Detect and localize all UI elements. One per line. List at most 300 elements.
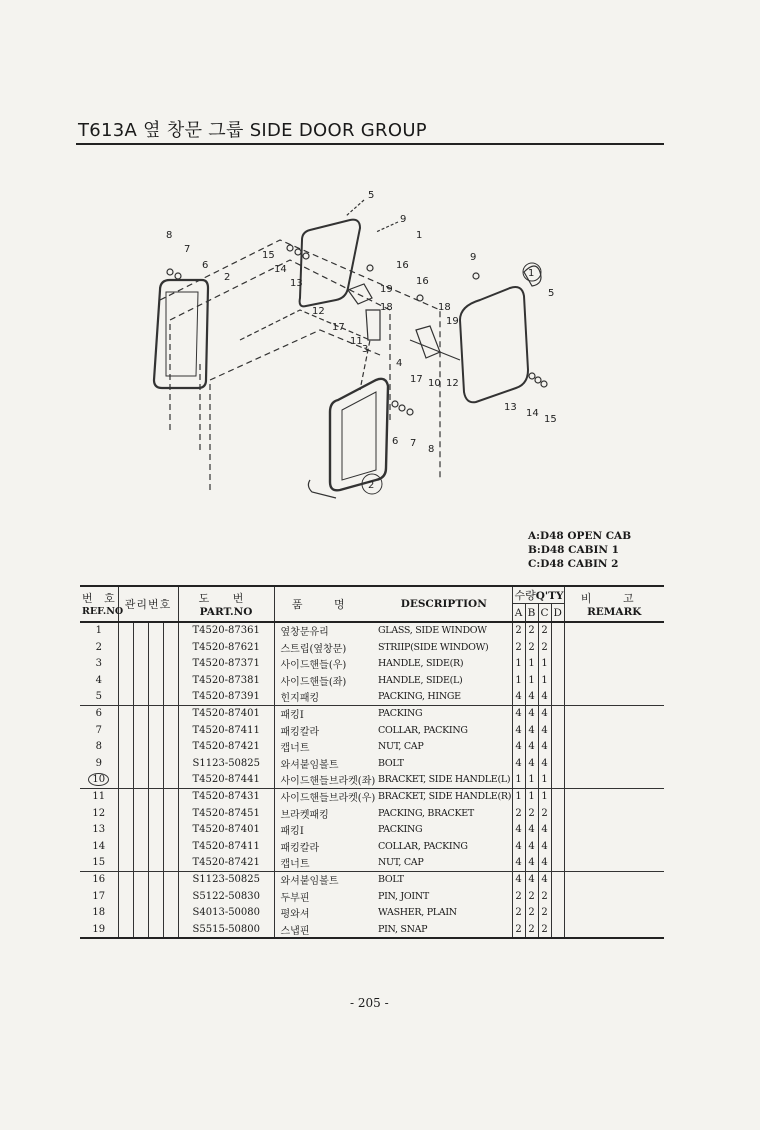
ref-no-cell: 8 <box>95 741 102 753</box>
qty-b-cell: 4 <box>525 755 538 771</box>
mgmt-cell <box>163 921 178 938</box>
mgmt-cell <box>133 805 148 821</box>
mgmt-cell <box>118 904 133 920</box>
qty-c-cell: 2 <box>538 888 551 904</box>
callout-label: 1 <box>416 230 423 241</box>
ref-no-cell: 11 <box>92 791 106 803</box>
qty-a-cell: 4 <box>512 854 525 871</box>
part-no-cell: T4520-87371 <box>178 656 274 672</box>
mgmt-cell <box>118 722 133 738</box>
qty-col-c: C <box>538 604 551 622</box>
mgmt-cell <box>163 688 178 705</box>
part-no-cell: T4520-87391 <box>178 688 274 705</box>
description-cell: BRACKET, SIDE HANDLE(R) <box>378 791 512 803</box>
callout-label: 15 <box>262 250 275 261</box>
ref-no-cell: 3 <box>95 658 102 670</box>
qty-c-cell: 1 <box>538 788 551 805</box>
qty-b-cell: 1 <box>525 656 538 672</box>
part-no-cell: T4520-87381 <box>178 672 274 688</box>
qty-d-cell <box>551 705 564 722</box>
qty-b-cell: 2 <box>525 888 538 904</box>
mgmt-cell <box>148 722 163 738</box>
callout-label: 12 <box>312 306 325 317</box>
qty-a-cell: 2 <box>512 888 525 904</box>
callout-label: 13 <box>504 402 517 413</box>
description-cell: PACKING, HINGE <box>376 688 512 705</box>
callout-label: 1 <box>528 268 535 279</box>
mgmt-cell <box>163 771 178 788</box>
description-cell: HANDLE, SIDE(L) <box>378 674 463 686</box>
qty-b-cell: 4 <box>525 705 538 722</box>
qty-a-cell: 4 <box>512 722 525 738</box>
part-no-cell: T4520-87411 <box>178 722 274 738</box>
mgmt-cell <box>148 639 163 655</box>
qty-col-a: A <box>512 604 525 622</box>
mgmt-cell <box>163 755 178 771</box>
mgmt-cell <box>118 688 133 705</box>
mgmt-cell <box>133 788 148 805</box>
qty-c-cell: 4 <box>538 722 551 738</box>
remark-cell <box>564 705 664 722</box>
legend-item: A:D48 OPEN CAB <box>528 530 632 542</box>
mgmt-header: 관리번호 <box>124 597 172 611</box>
qty-c-cell: 2 <box>538 622 551 639</box>
title-rule <box>76 143 664 145</box>
ref-no-circled: 10 <box>88 773 109 786</box>
callout-label: 10 <box>428 378 441 389</box>
mgmt-cell <box>118 921 133 938</box>
callout-label: 2 <box>368 480 375 491</box>
description-cell: COLLAR, PACKING <box>378 724 468 736</box>
mgmt-cell <box>163 722 178 738</box>
mgmt-cell <box>148 739 163 755</box>
qty-b-cell: 2 <box>525 622 538 639</box>
callout-label: 9 <box>470 252 477 263</box>
qty-a-cell: 1 <box>512 788 525 805</box>
mgmt-cell <box>148 921 163 938</box>
part-header-en: PART.NO <box>199 605 253 618</box>
remark-cell <box>564 739 664 755</box>
table-row <box>80 788 664 805</box>
qty-c-cell: 2 <box>538 921 551 938</box>
qty-d-cell <box>551 622 564 639</box>
qty-d-cell <box>551 921 564 938</box>
mgmt-cell <box>133 722 148 738</box>
part-name-cell: 와셔붙임볼트 <box>274 755 376 771</box>
mgmt-cell <box>118 672 133 688</box>
qty-d-cell <box>551 788 564 805</box>
qty-b-cell: 2 <box>525 805 538 821</box>
remark-cell <box>564 904 664 920</box>
callout-label: 16 <box>396 260 409 271</box>
ref-no-cell: 15 <box>80 854 118 871</box>
qty-c-cell: 4 <box>538 871 551 888</box>
remark-cell <box>564 688 664 705</box>
qty-b-cell: 2 <box>525 639 538 655</box>
ref-no-cell: 18 <box>92 907 106 919</box>
callout-label: 12 <box>446 378 459 389</box>
part-name-cell: 사이드핸들(좌) <box>274 672 376 688</box>
remark-cell <box>564 639 664 655</box>
description-cell: PACKING <box>378 824 423 836</box>
remark-cell <box>564 755 664 771</box>
qty-a-cell: 4 <box>512 688 525 705</box>
remark-cell <box>564 656 664 672</box>
qty-d-cell <box>551 821 564 837</box>
description-cell: NUT, CAP <box>378 741 424 753</box>
mgmt-cell <box>148 904 163 920</box>
part-name-cell: 두부핀 <box>274 888 376 904</box>
part-no-cell: T4520-87621 <box>178 639 274 655</box>
description-cell: WASHER, PLAIN <box>378 907 457 919</box>
part-no-cell: T4520-87411 <box>178 838 274 854</box>
qty-b-cell: 1 <box>525 771 538 788</box>
mgmt-cell <box>163 656 178 672</box>
ref-no-cell: 14 <box>92 840 106 852</box>
name-header: 품 명 <box>291 597 359 611</box>
mgmt-cell <box>118 622 133 639</box>
part-name-cell: 스트립(옆창문) <box>274 639 376 655</box>
page-title: T613A 옆 창문 그룹 SIDE DOOR GROUP <box>78 120 427 141</box>
remark-cell <box>564 854 664 871</box>
part-name-cell: 패킹칼라 <box>274 838 376 854</box>
mgmt-cell <box>118 888 133 904</box>
mgmt-cell <box>118 755 133 771</box>
qty-a-cell: 2 <box>512 805 525 821</box>
mgmt-cell <box>148 805 163 821</box>
mgmt-cell <box>118 854 133 871</box>
mgmt-cell <box>163 854 178 871</box>
part-no-cell: T4520-87451 <box>178 805 274 821</box>
qty-d-cell <box>551 656 564 672</box>
remark-cell <box>564 871 664 888</box>
part-name-cell: 스냅핀 <box>274 921 376 938</box>
qty-c-cell: 4 <box>538 688 551 705</box>
description-cell: GLASS, SIDE WINDOW <box>378 625 487 637</box>
mgmt-cell <box>133 739 148 755</box>
callout-label: 7 <box>410 438 417 449</box>
qty-b-cell: 4 <box>525 739 538 755</box>
qty-a-cell: 2 <box>512 639 525 655</box>
remark-cell <box>564 771 664 788</box>
qty-b-cell: 4 <box>525 722 538 738</box>
table-row <box>80 805 664 821</box>
part-name-cell: 와셔붙임볼트 <box>274 871 376 888</box>
mgmt-cell <box>163 838 178 854</box>
qty-header-ko: 수량 <box>514 589 536 603</box>
callout-label: 15 <box>544 414 557 425</box>
mgmt-cell <box>133 771 148 788</box>
remark-cell <box>564 722 664 738</box>
part-header-ko: 도 번 <box>198 591 254 605</box>
callout-label: 4 <box>396 358 403 369</box>
description-cell: COLLAR, PACKING <box>378 840 468 852</box>
callout-label: 9 <box>400 214 407 225</box>
mgmt-cell <box>118 639 133 655</box>
ref-no-cell: 6 <box>95 708 102 720</box>
description-cell: BRACKET, SIDE HANDLE(L) <box>376 771 512 788</box>
callout-label: 14 <box>274 264 287 275</box>
mgmt-cell <box>148 672 163 688</box>
part-no-cell: S5515-50800 <box>178 921 274 938</box>
mgmt-cell <box>133 904 148 920</box>
mgmt-cell <box>133 656 148 672</box>
mgmt-cell <box>163 904 178 920</box>
mgmt-cell <box>148 821 163 837</box>
qty-c-cell: 4 <box>538 739 551 755</box>
callout-label: 7 <box>184 244 191 255</box>
callout-label: 6 <box>202 260 209 271</box>
mgmt-cell <box>148 888 163 904</box>
mgmt-cell <box>118 739 133 755</box>
qty-a-cell: 1 <box>512 771 525 788</box>
qty-c-cell: 4 <box>538 821 551 837</box>
table-row <box>80 771 664 788</box>
parts-table-body <box>80 622 664 938</box>
qty-c-cell: 4 <box>538 854 551 871</box>
qty-d-cell <box>551 838 564 854</box>
part-no-cell: T4520-87401 <box>178 821 274 837</box>
mgmt-cell <box>148 755 163 771</box>
qty-a-cell: 4 <box>512 871 525 888</box>
qty-b-cell: 2 <box>525 921 538 938</box>
part-name-cell: 패킹Ⅰ <box>274 705 376 722</box>
callout-label: 19 <box>446 316 459 327</box>
description-cell: PACKING <box>378 708 423 720</box>
page-number: - 205 - <box>350 996 389 1010</box>
mgmt-cell <box>163 672 178 688</box>
ref-no-cell: 16 <box>92 874 106 886</box>
qty-col-b: B <box>525 604 538 622</box>
part-name-cell: 캡너트 <box>274 739 376 755</box>
qty-d-cell <box>551 639 564 655</box>
parts-table <box>80 585 664 939</box>
qty-col-d: D <box>551 604 564 622</box>
qty-d-cell <box>551 755 564 771</box>
mgmt-cell <box>118 656 133 672</box>
mgmt-cell <box>163 705 178 722</box>
mgmt-cell <box>118 771 133 788</box>
exploded-parts-diagram <box>140 180 580 510</box>
mgmt-cell <box>163 805 178 821</box>
table-row <box>80 705 664 722</box>
mgmt-cell <box>148 838 163 854</box>
ref-no-cell: 17 <box>92 890 106 902</box>
table-row <box>80 838 664 854</box>
callout-label: 19 <box>380 284 393 295</box>
mgmt-cell <box>163 888 178 904</box>
part-no-cell: T4520-87441 <box>178 771 274 788</box>
mgmt-cell <box>163 739 178 755</box>
ref-no-cell: 19 <box>80 921 118 938</box>
mgmt-cell <box>133 838 148 854</box>
table-row <box>80 722 664 738</box>
remark-header-en: REMARK <box>587 605 642 618</box>
callout-label: 5 <box>548 288 555 299</box>
qty-c-cell: 4 <box>538 705 551 722</box>
callout-label: 11 <box>350 336 363 347</box>
callout-label: 13 <box>290 278 303 289</box>
part-name-cell: 패킹칼라 <box>274 722 376 738</box>
ref-no-cell: 4 <box>95 674 102 686</box>
qty-b-cell: 1 <box>525 788 538 805</box>
qty-d-cell <box>551 871 564 888</box>
mgmt-cell <box>133 688 148 705</box>
description-cell: STRIIP(SIDE WINDOW) <box>378 641 489 653</box>
mgmt-cell <box>163 788 178 805</box>
callout-label: 14 <box>526 408 539 419</box>
table-row <box>80 739 664 755</box>
part-name-cell: 캡너트 <box>274 854 376 871</box>
mgmt-cell <box>163 821 178 837</box>
table-row <box>80 921 664 938</box>
qty-a-cell: 2 <box>512 622 525 639</box>
qty-d-cell <box>551 722 564 738</box>
qty-d-cell <box>551 672 564 688</box>
mgmt-cell <box>133 622 148 639</box>
mgmt-cell <box>118 788 133 805</box>
remark-cell <box>564 921 664 938</box>
mgmt-cell <box>148 871 163 888</box>
qty-b-cell: 4 <box>525 871 538 888</box>
qty-header-en: Q'TY <box>535 590 564 603</box>
ref-no-cell: 9 <box>95 757 102 769</box>
qty-a-cell: 4 <box>512 838 525 854</box>
qty-b-cell: 4 <box>525 821 538 837</box>
callout-label: 5 <box>368 190 375 201</box>
mgmt-cell <box>118 821 133 837</box>
part-no-cell: S5122-50830 <box>178 888 274 904</box>
qty-d-cell <box>551 739 564 755</box>
qty-b-cell: 4 <box>525 688 538 705</box>
mgmt-cell <box>133 821 148 837</box>
qty-b-cell: 1 <box>525 672 538 688</box>
remark-cell <box>564 788 664 805</box>
mgmt-cell <box>148 854 163 871</box>
remark-cell <box>564 821 664 837</box>
qty-c-cell: 2 <box>538 639 551 655</box>
callout-label: 18 <box>380 302 393 313</box>
part-name-cell: 옆창문유리 <box>274 622 376 639</box>
table-row <box>80 854 664 871</box>
qty-d-cell <box>551 854 564 871</box>
qty-a-cell: 4 <box>512 739 525 755</box>
ref-no-cell: 7 <box>95 724 102 736</box>
qty-b-cell: 4 <box>525 854 538 871</box>
qty-a-cell: 4 <box>512 705 525 722</box>
remark-cell <box>564 838 664 854</box>
qty-c-cell: 4 <box>538 755 551 771</box>
mgmt-cell <box>148 622 163 639</box>
ref-no-cell: 12 <box>92 807 106 819</box>
description-cell: PACKING, BRACKET <box>378 807 474 819</box>
description-cell: PIN, JOINT <box>378 890 429 902</box>
mgmt-cell <box>133 871 148 888</box>
ref-no-cell: 1 <box>95 625 102 637</box>
callout-label: 18 <box>438 302 451 313</box>
description-cell: HANDLE, SIDE(R) <box>378 658 464 670</box>
model-legend <box>528 529 631 571</box>
remark-cell <box>564 888 664 904</box>
table-row <box>80 639 664 655</box>
part-name-cell: 사이드핸들브라켓(우) <box>274 788 376 805</box>
qty-c-cell: 2 <box>538 904 551 920</box>
ref-header-ko: 번 호 <box>82 592 119 606</box>
ref-no-cell: 5 <box>80 688 118 705</box>
mgmt-cell <box>133 639 148 655</box>
qty-c-cell: 2 <box>538 805 551 821</box>
mgmt-cell <box>163 639 178 655</box>
description-cell: BOLT <box>378 757 404 769</box>
mgmt-cell <box>133 854 148 871</box>
mgmt-cell <box>133 705 148 722</box>
qty-a-cell: 2 <box>512 904 525 920</box>
table-row <box>80 688 664 705</box>
mgmt-cell <box>133 921 148 938</box>
description-cell: PIN, SNAP <box>376 921 512 938</box>
ref-no-cell <box>80 771 118 788</box>
desc-header: DESCRIPTION <box>400 597 487 610</box>
callout-label: 16 <box>416 276 429 287</box>
mgmt-cell <box>163 871 178 888</box>
legend-item: B:D48 CABIN 1 <box>528 544 619 556</box>
table-row <box>80 904 664 920</box>
mgmt-cell <box>133 888 148 904</box>
ref-no-cell: 13 <box>92 824 106 836</box>
callout-label: 17 <box>332 322 345 333</box>
table-row <box>80 871 664 888</box>
table-row <box>80 821 664 837</box>
part-no-cell: T4520-87361 <box>178 622 274 639</box>
part-name-cell: 패킹Ⅰ <box>274 821 376 837</box>
qty-b-cell: 2 <box>525 904 538 920</box>
part-no-cell: T4520-87421 <box>178 739 274 755</box>
callout-label: 8 <box>428 444 435 455</box>
part-name-cell: 사이드핸들(우) <box>274 656 376 672</box>
table-row <box>80 672 664 688</box>
mgmt-cell <box>148 656 163 672</box>
table-row <box>80 656 664 672</box>
part-name-cell: 평와셔 <box>274 904 376 920</box>
table-row <box>80 622 664 639</box>
remark-cell <box>564 672 664 688</box>
qty-d-cell <box>551 771 564 788</box>
part-name-cell: 힌지패킹 <box>274 688 376 705</box>
qty-a-cell: 1 <box>512 656 525 672</box>
part-no-cell: T4520-87401 <box>178 705 274 722</box>
mgmt-cell <box>118 838 133 854</box>
remark-header-ko: 비 고 <box>580 591 648 605</box>
qty-c-cell: 1 <box>538 656 551 672</box>
mgmt-cell <box>148 788 163 805</box>
mgmt-cell <box>133 755 148 771</box>
part-no-cell: S1123-50825 <box>178 755 274 771</box>
mgmt-cell <box>148 688 163 705</box>
qty-c-cell: 4 <box>538 838 551 854</box>
qty-d-cell <box>551 904 564 920</box>
part-name-cell: 사이드핸들브라켓(좌) <box>274 771 376 788</box>
callout-label: 6 <box>392 436 399 447</box>
qty-c-cell: 1 <box>538 672 551 688</box>
description-cell: BOLT <box>378 874 404 886</box>
qty-d-cell <box>551 688 564 705</box>
table-row <box>80 888 664 904</box>
part-no-cell: T4520-87431 <box>178 788 274 805</box>
callout-label: 2 <box>224 272 231 283</box>
table-row <box>80 755 664 771</box>
remark-cell <box>564 622 664 639</box>
qty-b-cell: 4 <box>525 838 538 854</box>
